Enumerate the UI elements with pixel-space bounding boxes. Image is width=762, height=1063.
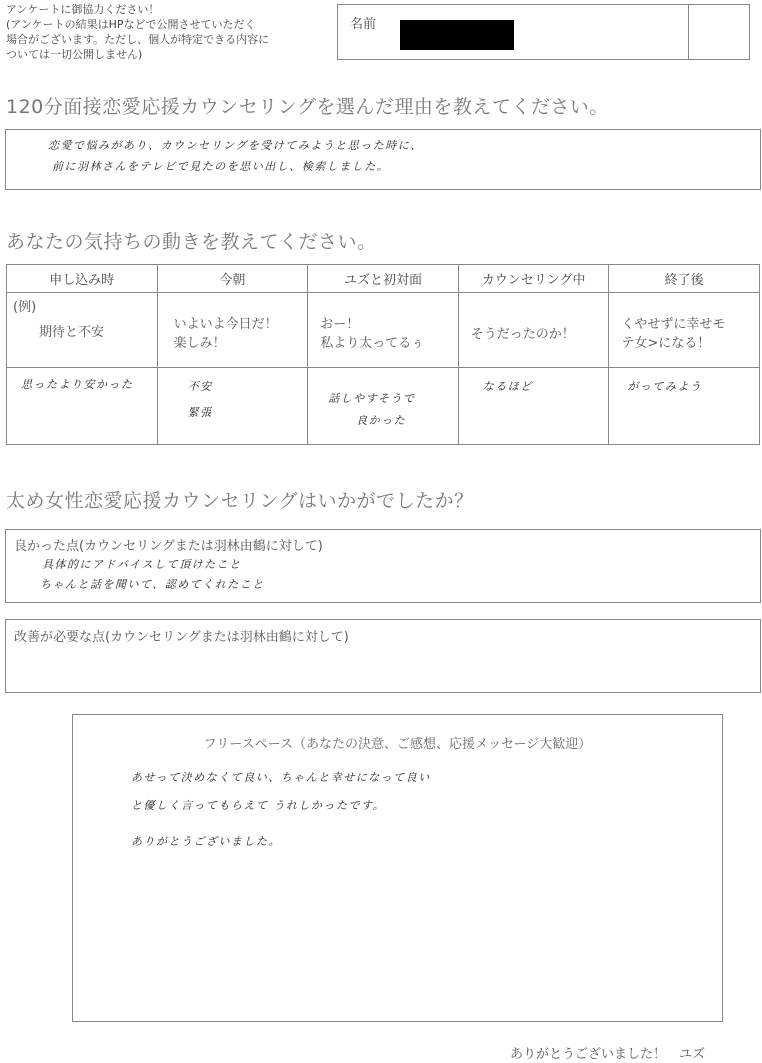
handwritten-answer: なるほど: [482, 380, 533, 393]
handwritten-answer: がってみよう: [627, 380, 703, 393]
good-points-label: 良かった点(カウンセリングまたは羽林由鶴に対して): [14, 539, 323, 554]
question-3-title: 太め女性恋愛応援カウンセリングはいかがでしたか？: [6, 490, 474, 512]
handwritten-answer: 思ったより安かった: [21, 378, 134, 391]
free-space-box: [72, 714, 723, 1022]
column-header: 今朝: [157, 265, 308, 293]
handwritten-message-line: ありがとうございました。: [131, 835, 281, 848]
example-cell: [458, 293, 609, 368]
name-redaction: [400, 20, 514, 50]
footer-thanks: ありがとうございました！ ユズ: [510, 1047, 706, 1062]
handwritten-answer: 話しやすそうで: [328, 392, 416, 405]
example-text: 期待と不安: [39, 325, 105, 340]
example-text: [320, 315, 424, 353]
handwritten-message-line: と優しく言ってもらえて うれしかったです。: [131, 799, 386, 812]
feelings-answer-row: [7, 368, 760, 445]
intro-line: (アンケートの結果はHPなどで公開させていただく: [6, 18, 256, 31]
question-1-title: 120分面接恋愛応援カウンセリングを選んだ理由を教えてください。: [6, 96, 609, 118]
example-text: [174, 315, 278, 353]
example-tag: (例): [13, 300, 37, 315]
example-cell: [157, 293, 308, 368]
handwritten-answer-line: 具体的にアドバイスして頂けたこと: [42, 558, 242, 571]
free-space-label: フリースペース（あなたの決意、ご感想、応援メッセージ大歓迎）: [203, 737, 592, 752]
handwritten-answer: 緊張: [187, 406, 213, 419]
handwritten-answer-line: 恋愛で悩みがあり、カウンセリングを受けてみようと思った時に、: [48, 139, 423, 152]
intro-notice: [6, 2, 269, 62]
question-1-answer-box: [5, 129, 761, 190]
example-cell: [7, 293, 158, 368]
example-line: テ女>になる！: [621, 336, 711, 351]
feelings-example-row: [7, 293, 760, 368]
question-2-title: あなたの気持ちの動きを教えてください。: [6, 231, 377, 253]
answer-cell: [308, 368, 459, 445]
improvement-points-box: [5, 619, 761, 693]
example-cell: [609, 293, 760, 368]
answer-cell: [7, 368, 158, 445]
example-line: おー！: [320, 317, 360, 332]
feelings-header-row: [7, 265, 760, 293]
feelings-table: [6, 264, 760, 445]
name-box-divider: [688, 5, 689, 59]
name-field-box: [337, 4, 750, 60]
name-label: 名前: [350, 17, 377, 32]
intro-line: 場合がございます。ただし、個人が特定できる内容に: [6, 33, 270, 46]
example-line: いよいよ今日だ！: [173, 317, 278, 332]
handwritten-answer: 良かった: [356, 414, 407, 427]
good-points-box: [5, 529, 761, 603]
example-line: くやせずに幸せモ: [621, 317, 726, 332]
handwritten-message-line: あせって決めなくて良い、ちゃんと幸せになって良い: [131, 771, 431, 784]
column-header: ユズと初対面: [308, 265, 459, 293]
answer-cell: [609, 368, 760, 445]
answer-cell: [157, 368, 308, 445]
column-header: カウンセリング中: [458, 265, 609, 293]
intro-line: ついては一切公開しません): [6, 48, 143, 61]
handwritten-answer-line: 前に羽林さんをテレビで見たのを思い出し、検索しました。: [52, 160, 390, 173]
improvement-points-label: 改善が必要な点(カウンセリングまたは羽林由鶴に対して): [14, 630, 349, 645]
answer-cell: [458, 368, 609, 445]
handwritten-answer: 不安: [187, 380, 213, 393]
intro-line: アンケートに御協力ください！: [6, 3, 160, 16]
example-line: 楽しみ！: [173, 336, 226, 351]
example-cell: [308, 293, 459, 368]
example-text: そうだったのか！: [470, 327, 575, 342]
handwritten-answer-line: ちゃんと話を聞いて、認めてくれたこと: [40, 578, 265, 591]
column-header: 終了後: [609, 265, 760, 293]
example-text: [621, 315, 725, 353]
column-header: 申し込み時: [7, 265, 158, 293]
example-line: 私より太ってるぅ: [320, 336, 425, 351]
